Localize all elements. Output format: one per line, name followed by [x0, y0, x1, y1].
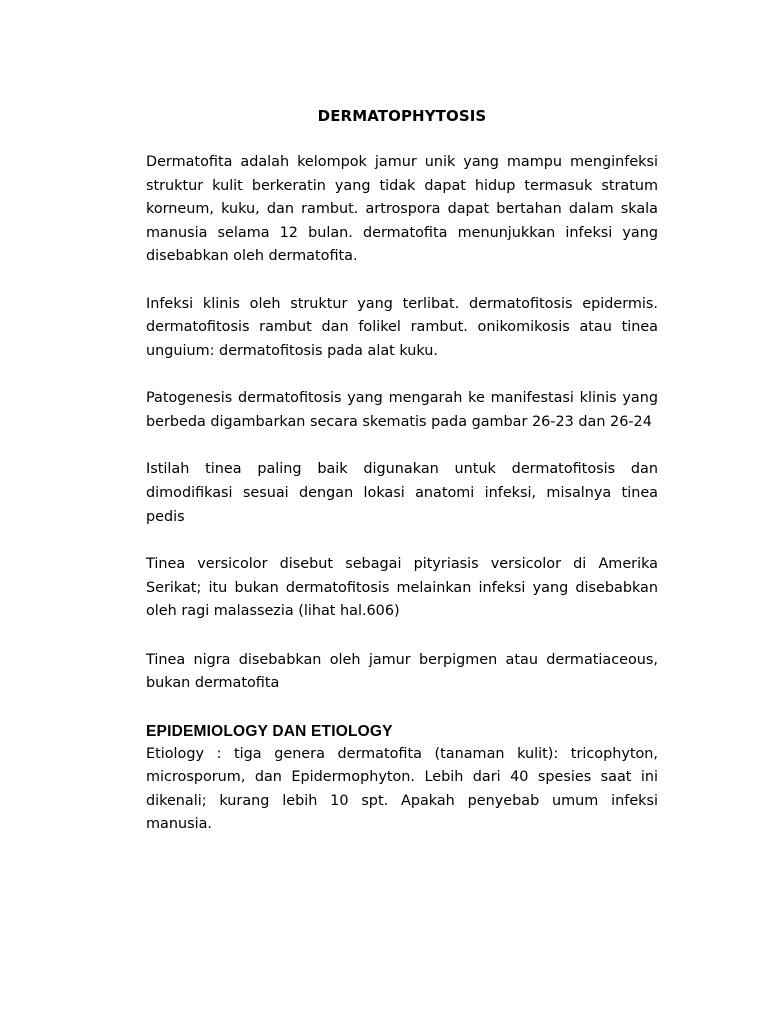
section-heading-epidemiology: EPIDEMIOLOGY DAN ETIOLOGY — [146, 722, 393, 740]
paragraph-tinea-versicolor: Tinea versicolor disebut sebagai pityriasis versicolor di Amerika Serikat; itu bukan dermatofitosis melainkan infeksi yang disebabkan oleh ragi malassezia (lihat hal.606) — [146, 555, 658, 620]
paragraph-tinea-nigra: Tinea nigra disebabkan oleh jamur berpigmen atau dermatiaceous, bukan dermatofita — [146, 651, 658, 692]
paragraph-pathogenesis: Patogenesis dermatofitosis yang mengarah ke manifestasi klinis yang berbeda digambarkan secara skematis pada gambar 26-23 dan 26-24 — [146, 390, 658, 430]
document-title: DERMATOPHYTOSIS — [317, 107, 487, 125]
paragraph-etiology: Etiology : tiga genera dermatofita (tanaman kulit): tricophyton, microsporum, dan Epidermophyton. Lebih dari 40 spesies saat ini dikenali; kurang lebih 10 spt. Apakah penyebab umum infeksi manusia. — [146, 745, 658, 833]
paragraph-tinea-term: Istilah tinea paling baik digunakan untuk dermatofitosis dan dimodifikasi sesuai dengan lokasi anatomi infeksi, misalnya tinea pedis — [146, 461, 658, 525]
document-body — [146, 104, 658, 837]
paragraph-dermatofita-definition: Dermatofita adalah kelompok jamur unik yang mampu menginfeksi struktur kulit berkeratin yang tidak dapat hidup termasuk stratum korneum, kuku, dan rambut. artrospora dapat bertahan dalam skala manusia selama 12 bulan. dermatofita menunjukkan infeksi yang disebabkan oleh dermatofita. — [146, 154, 658, 265]
paragraph-clinical-infection: Infeksi klinis oleh struktur yang terlibat. dermatofitosis epidermis. dermatofitosis rambut dan folikel rambut. onikomikosis atau tinea unguium: dermatofitosis pada alat kuku. — [146, 295, 658, 359]
